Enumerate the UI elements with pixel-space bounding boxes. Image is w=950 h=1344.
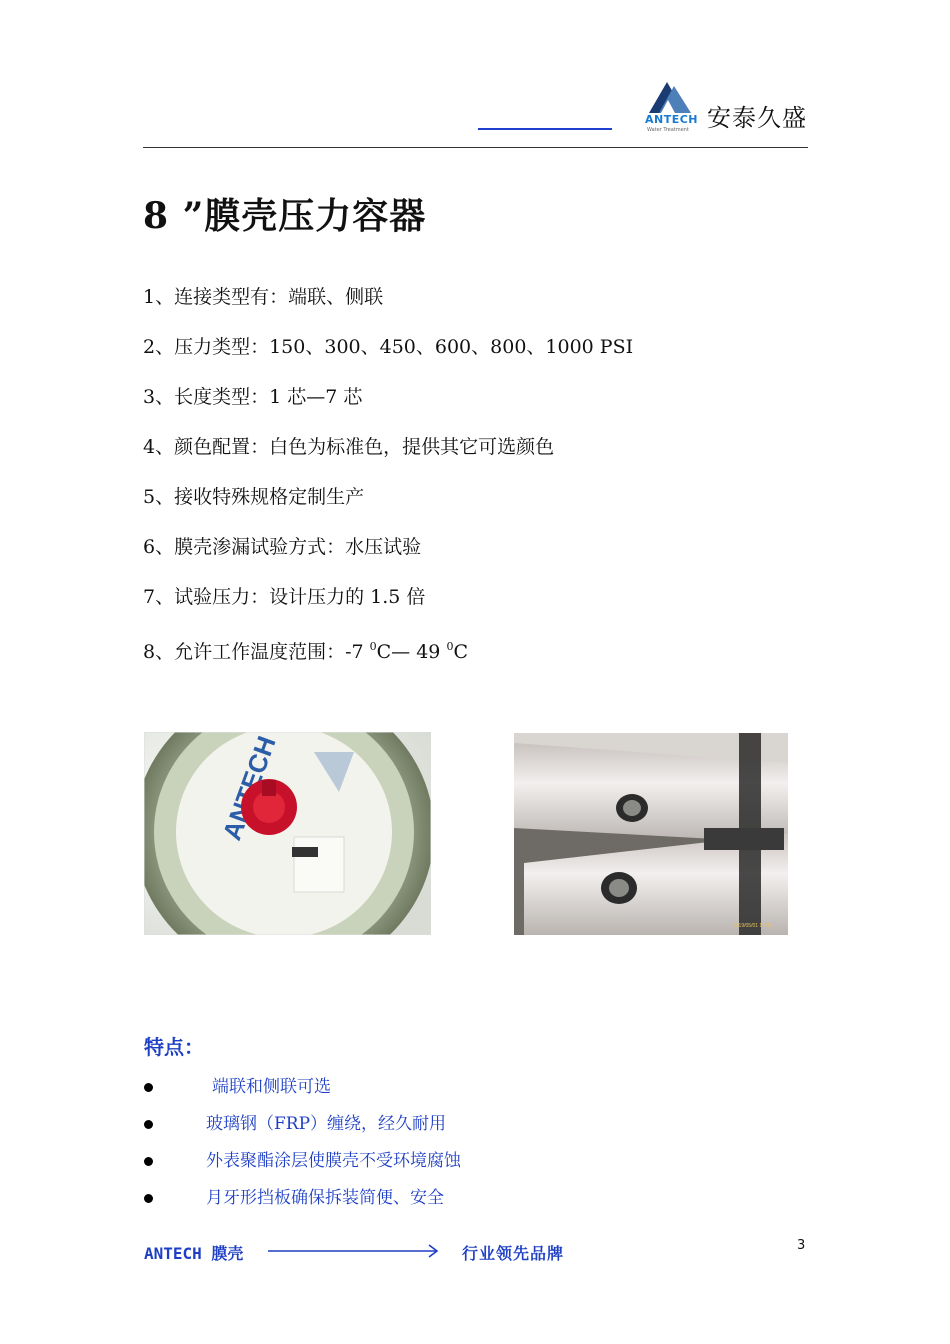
spec-item: 3、长度类型：1 芯—7 芯 bbox=[143, 386, 363, 408]
bullet-icon bbox=[144, 1120, 153, 1129]
logo-brand-text: ANTECH bbox=[645, 113, 699, 126]
footer-brand: ANTECH 膜壳 bbox=[144, 1244, 244, 1263]
page-number: 3 bbox=[797, 1238, 806, 1253]
spec-item: 1、连接类型有：端联、侧联 bbox=[143, 286, 384, 308]
bullet-icon bbox=[144, 1157, 153, 1166]
spec-item: 2、压力类型：150、300、450、600、800、1000 PSI bbox=[143, 336, 634, 358]
degree-mark: 0 bbox=[446, 640, 454, 653]
temp-mid: C— 49 bbox=[376, 641, 447, 663]
bullet-icon bbox=[144, 1194, 153, 1203]
spec-list bbox=[143, 282, 633, 682]
degree-mark: 0 bbox=[369, 640, 377, 653]
feature-text: 玻璃钢（FRP）缠绕，经久耐用 bbox=[206, 1114, 447, 1134]
feature-text: 月牙形挡板确保拆装简便、安全 bbox=[206, 1188, 444, 1208]
company-logo bbox=[645, 80, 815, 140]
logo-chinese-name: 安泰久盛 bbox=[707, 104, 807, 132]
end-cap-photo bbox=[144, 732, 431, 935]
spec-item-temperature bbox=[143, 632, 633, 682]
arrow-right-icon bbox=[268, 1244, 443, 1258]
spec-item: 5、接收特殊规格定制生产 bbox=[143, 486, 365, 508]
footer-slogan: 行业领先品牌 bbox=[462, 1244, 565, 1263]
feature-text: 端联和侧联可选 bbox=[212, 1077, 331, 1097]
header-rule bbox=[143, 147, 808, 148]
logo-triangle-icon bbox=[647, 80, 693, 114]
spec-item: 6、膜壳渗漏试验方式：水压试验 bbox=[143, 536, 422, 558]
spec-item: 4、颜色配置：白色为标准色，提供其它可选颜色 bbox=[143, 436, 555, 458]
spec-item: 7、试验压力：设计压力的 1.5 倍 bbox=[143, 586, 426, 608]
feature-text: 外表聚酯涂层使膜壳不受环境腐蚀 bbox=[206, 1151, 461, 1171]
header-blue-line bbox=[478, 128, 612, 130]
page-title: 8 ”膜壳压力容器 bbox=[143, 195, 427, 237]
temp-prefix: 8、允许工作温度范围：-7 bbox=[143, 641, 370, 663]
photo-timestamp: 2019/05/01 17:08 bbox=[733, 923, 772, 929]
side-port-photo bbox=[514, 733, 788, 935]
temp-suffix: C bbox=[453, 641, 468, 663]
logo-subtitle: Water Treatment bbox=[647, 127, 689, 133]
bullet-icon bbox=[144, 1083, 153, 1092]
features-heading: 特点： bbox=[144, 1035, 204, 1059]
